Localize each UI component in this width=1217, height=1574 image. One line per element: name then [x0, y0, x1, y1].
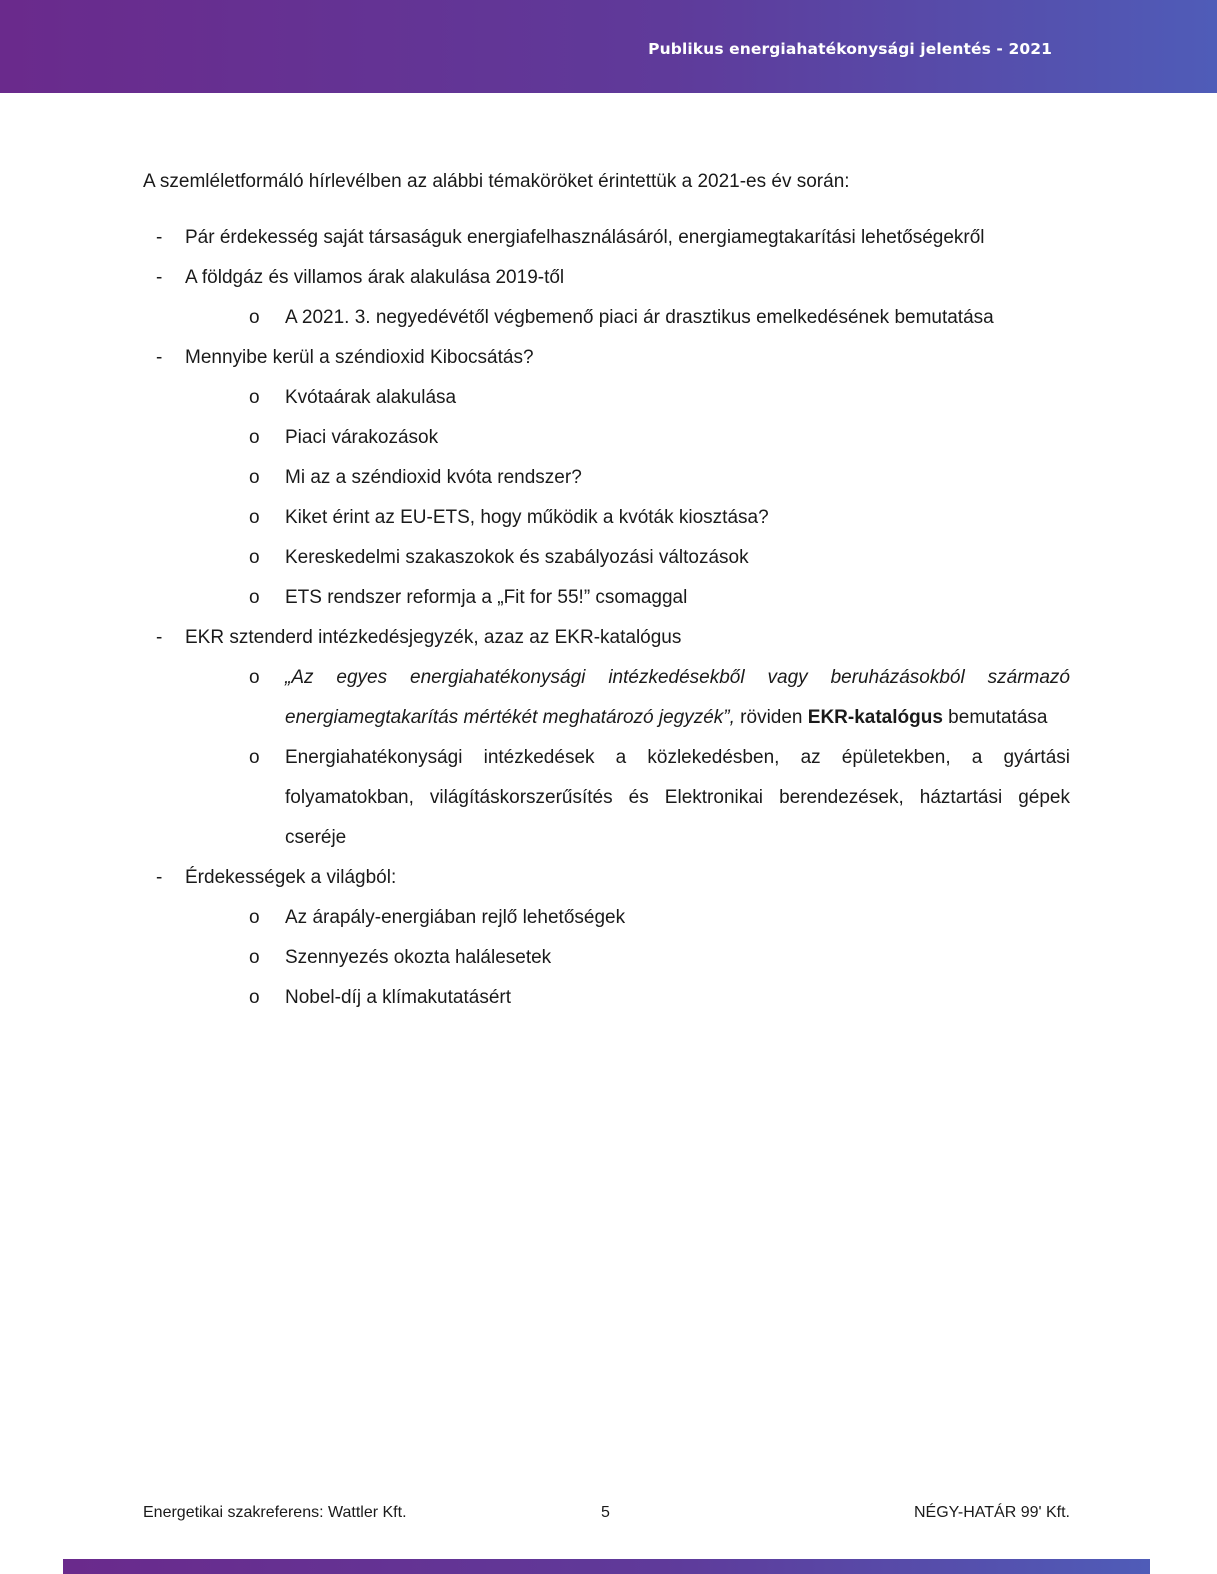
header-title: Publikus energiahatékonysági jelentés - 2021 — [648, 40, 1052, 58]
dash-bullet: - — [156, 867, 163, 888]
list-item-text: Pár érdekesség saját társaságuk energiafelhasználásáról, energiamegtakarítási lehetőségekről — [185, 227, 985, 248]
circle-bullet: o — [249, 507, 260, 528]
header-band — [0, 0, 1217, 93]
dash-bullet: - — [156, 627, 163, 648]
sub-list-item-text: Piaci várakozások — [285, 427, 439, 448]
sub-list-item — [143, 498, 1070, 538]
sub-list-item-text: Az árapály-energiában rejlő lehetőségek — [285, 907, 626, 928]
list-item — [143, 338, 1070, 378]
circle-bullet: o — [249, 467, 260, 488]
sub-list-item — [143, 578, 1070, 618]
footer-band — [63, 1559, 1150, 1574]
circle-bullet: o — [249, 947, 260, 968]
sub-list-item — [143, 378, 1070, 418]
circle-bullet: o — [249, 987, 260, 1008]
list-item — [143, 618, 1070, 658]
list-item-text: Érdekességek a világból: — [185, 867, 397, 888]
list-item — [143, 258, 1070, 298]
sub-list-item-text: Szennyezés okozta halálesetek — [285, 947, 552, 968]
page-number: 5 — [601, 1504, 610, 1521]
sub-list-item — [143, 538, 1070, 578]
circle-bullet: o — [249, 307, 260, 328]
circle-bullet: o — [249, 427, 260, 448]
dash-bullet: - — [156, 227, 163, 248]
sub-list-item-text: Mi az a széndioxid kvóta rendszer? — [285, 467, 582, 488]
list-item-text: A földgáz és villamos árak alakulása 2019-től — [185, 267, 565, 288]
list-item — [143, 858, 1070, 898]
sub-list-item — [143, 418, 1070, 458]
circle-bullet: o — [249, 747, 260, 768]
footer-right-text: NÉGY-HATÁR 99' Kft. — [914, 1504, 1070, 1521]
sub-list-item-text: Kvótaárak alakulása — [285, 387, 457, 408]
intro-paragraph: A szemléletformáló hírlevélben az alábbi témaköröket érintettük a 2021-es év során: — [143, 171, 850, 192]
sub-list-item-text: Kiket érint az EU-ETS, hogy működik a kvóták kiosztása? — [285, 507, 769, 528]
sub-list-item — [143, 298, 1070, 338]
dash-bullet: - — [156, 347, 163, 368]
sub-list-item — [143, 738, 1070, 858]
catalogue-name: EKR-katalógus — [807, 707, 943, 728]
sub-list-item — [143, 458, 1070, 498]
list-item — [143, 218, 1070, 258]
circle-bullet: o — [249, 587, 260, 608]
sub-list-item-text: Kereskedelmi szakaszokok és szabályozási változások — [285, 547, 749, 568]
sub-list-item — [143, 938, 1070, 978]
catalogue-quote: „Az egyes energiahatékonysági intézkedésekből vagy beruházásokból származó energiamegtakarítás mértékét meghatározó jegyzék”, — [285, 667, 1070, 728]
sub-list-item-text: ETS rendszer reformja a „Fit for 55!” csomaggal — [285, 587, 688, 608]
sub-list-item-text: Nobel-díj a klímakutatásért — [285, 987, 511, 1008]
catalogue-suffix: bemutatása — [942, 707, 1048, 728]
circle-bullet: o — [249, 387, 260, 408]
circle-bullet: o — [249, 907, 260, 928]
sub-list-item-text: Energiahatékonysági intézkedések a közlekedésben, az épületekben, a gyártási folyamatokban, világításkorszerűsítés és Elektronikai berendezések, háztartási gépek cseréje — [285, 747, 1070, 848]
sub-list-item — [143, 658, 1070, 738]
footer-left-text: Energetikai szakreferens: Wattler Kft. — [143, 1504, 407, 1521]
circle-bullet: o — [249, 667, 260, 688]
catalogue-short-label: röviden — [734, 707, 808, 728]
list-item-text: EKR sztenderd intézkedésjegyzék, azaz az EKR-katalógus — [185, 627, 682, 648]
dash-bullet: - — [156, 267, 163, 288]
circle-bullet: o — [249, 547, 260, 568]
topic-list — [143, 218, 1070, 1018]
list-item-text: Mennyibe kerül a széndioxid Kibocsátás? — [185, 347, 534, 368]
sub-list-item-text: A 2021. 3. negyedévétől végbemenő piaci ár drasztikus emelkedésének bemutatása — [285, 307, 994, 328]
sub-list-item — [143, 978, 1070, 1018]
sub-list-item — [143, 898, 1070, 938]
